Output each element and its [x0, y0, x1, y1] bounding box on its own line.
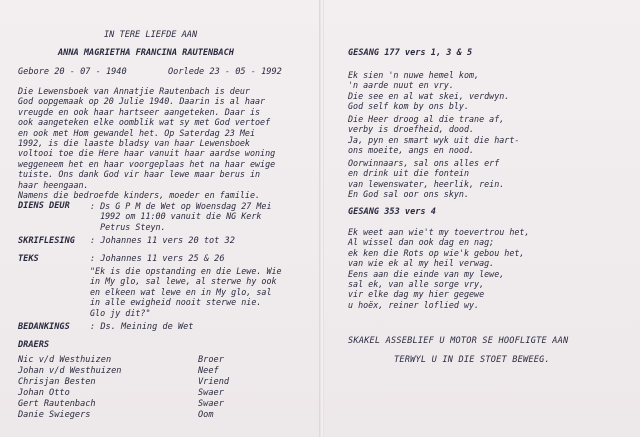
bearer-name: Johan Otto — [18, 388, 70, 398]
bearer-relation: Swaer — [198, 388, 224, 398]
birth-date: Gebore 20 - 07 - 1940 — [18, 67, 127, 77]
bearer-relation: Oom — [198, 410, 214, 420]
bearer-name: Johan v/d Westhuizen — [18, 366, 122, 376]
scripture-quote: "Ek is die opstanding en die Lewe. Wie in My glo, sal lewe, al sterwe hy ook en elkeen wat lewe en in My glo, sal in alle ewigheid nooit sterwe nie. Glo jy dit?" — [90, 266, 282, 318]
bearer-name: Nic v/d Westhuizen — [18, 355, 112, 365]
thanks-text: : Ds. Meining de Wet — [90, 322, 194, 332]
bearer-name: Danie Swiegers — [18, 410, 91, 420]
bearers-label: DRAERS — [18, 340, 50, 350]
text-label: TEKS — [18, 254, 39, 264]
service-text: : Ds G P M de Wet op Woensdag 27 Mei 1992 om 11:00 vanuit die NG Kerk Petrus Steyn. — [90, 201, 272, 232]
bearer-relation: Swaer — [198, 399, 224, 409]
headlights-notice-line-2: TERWYL U IN DIE STOET BEWEEG. — [394, 355, 550, 365]
bearer-relation: Broer — [198, 355, 224, 365]
deceased-name: ANNA MAGRIETHA FRANCINA RAUTENBACH — [58, 48, 234, 58]
hymn-1-title: GESANG 177 vers 1, 3 & 5 — [348, 48, 473, 58]
bearer-relation: Vriend — [198, 377, 230, 387]
thanks-label: BEDANKINGS — [18, 322, 70, 332]
obituary-text: Die Lewensboek van Annatjie Rautenbach is deur God oopgemaak op 20 Julie 1940. Daarin is al haar vreugde en ook haar hartseer aangeteken. Daar is ook aangeteken elke oomblik wat sy met God vertoef en ook met Hom gewandel het. Op Saterdag 23 Mei 1992, is die laaste bladsy van haar Lewensboek voltooi toe die Here haar vanuit haar aardse woning weggeneem het en haar voorgeplaas het na haar ewige tuiste. Ons dank God vir haar lewe maar berus in haar heengaan. Namens die bedroefde kinders, moeder en familie. — [18, 86, 276, 201]
death-date: Oorlede 23 - 05 - 1992 — [168, 67, 282, 77]
service-label: DIENS DEUR — [18, 201, 70, 211]
right-page — [324, 0, 640, 437]
headlights-notice-line-1: SKAKEL ASSEBLIEF U MOTOR SE HOOFLIGTE AAN — [348, 336, 569, 346]
bearer-name: Gert Rautenbach — [18, 399, 96, 409]
reading-label: SKRIFLESING — [18, 236, 75, 246]
hymn-2-verse: Ek weet aan wie't my toevertrou het, Al wissel dan ook dag en nag; ek ken die Rots op wie'k gebou het, van wie ek al my heil verwag. Eens aan die einde van my lewe, sal ek, van alle sorge vry, vir elke dag my hier gegewe u hoëx, reiner loflied wy. — [348, 227, 530, 310]
text-reference: : Johannes 11 vers 25 & 26 — [90, 254, 225, 264]
reading-text: : Johannes 11 vers 20 tot 32 — [90, 236, 235, 246]
bearer-name: Chrisjan Besten — [18, 377, 96, 387]
hymn-2-title: GESANG 353 vers 4 — [348, 207, 436, 217]
dedication: IN TERE LIEFDE AAN — [104, 30, 198, 40]
hymn-1-verse-1: Ek sien 'n nuwe hemel kom, 'n aarde nuut en vry. Die see en al wat skei, verdwyn. God self kom by ons bly. — [348, 70, 510, 112]
bearer-relation: Neef — [198, 366, 219, 376]
hymn-1-verse-3: Oorwinnaars, sal ons alles erf en drink uit die fontein van lewenswater, heerlik, rein. En God sal oor ons skyn. — [348, 158, 505, 200]
hymn-1-verse-2: Die Heer droog al die trane af, verby is droefheid, dood. Ja, pyn en smart wyk uit die hart- ons moeite, angs en nood. — [348, 114, 520, 156]
